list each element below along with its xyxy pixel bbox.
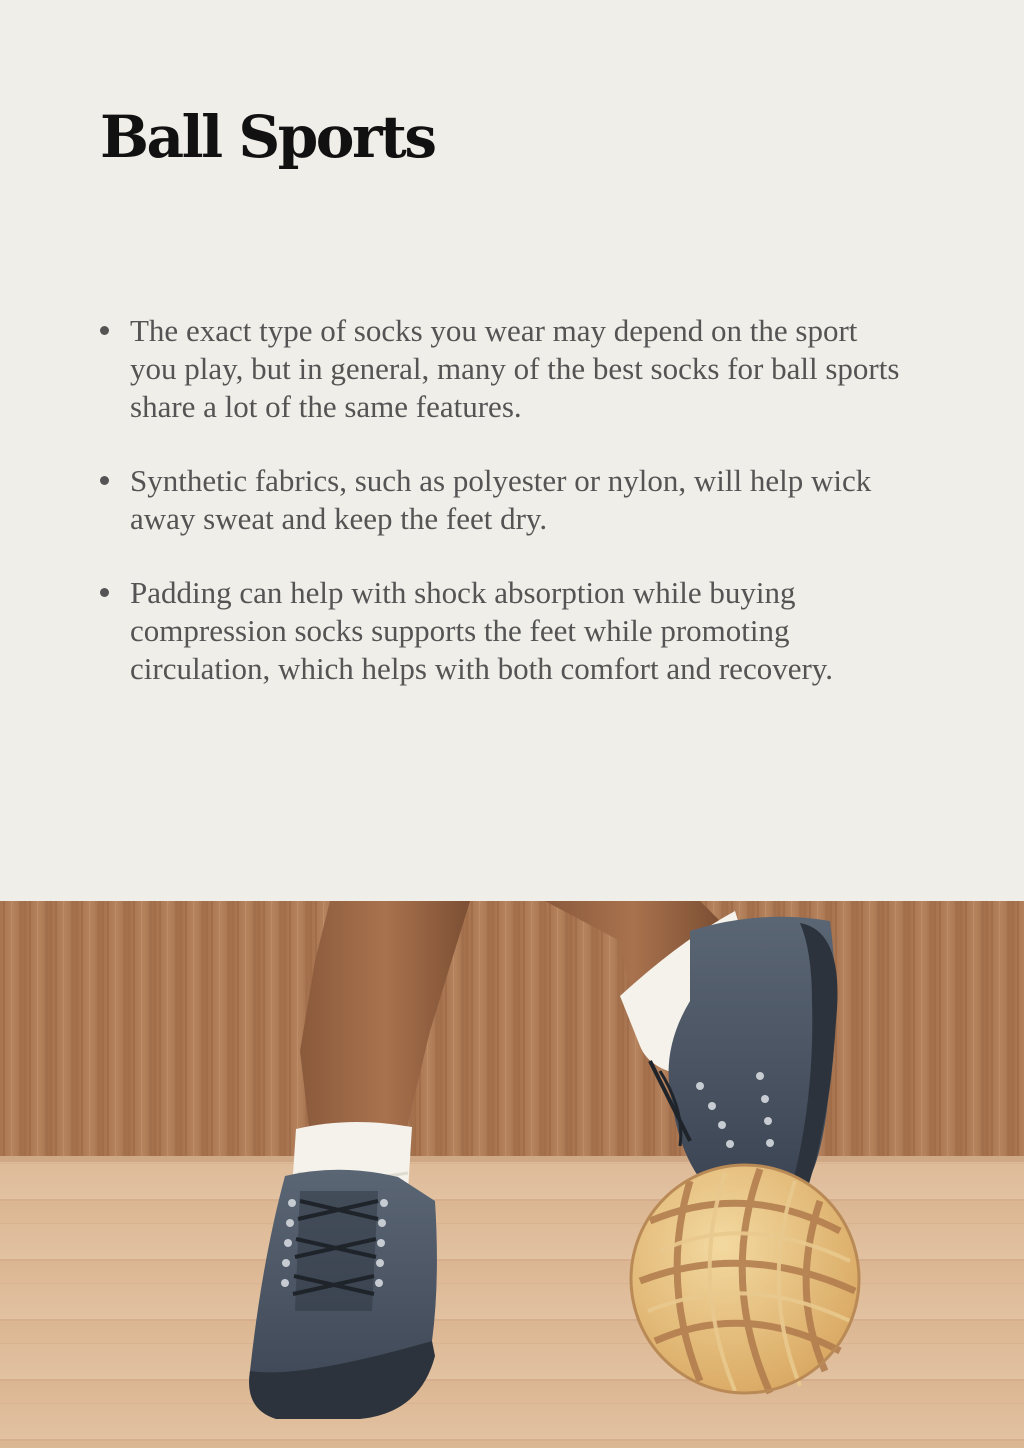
bullet-icon	[100, 588, 109, 597]
bullet-icon	[100, 326, 109, 335]
bullet-icon	[100, 476, 109, 485]
list-item	[100, 312, 910, 426]
bullet-text: Padding can help with shock absorption while buying compression socks supports the feet while promoting circulation, which helps with both comfort and recovery.	[130, 575, 834, 686]
bullet-list	[100, 312, 910, 724]
bullet-text: The exact type of socks you wear may depend on the sport you play, but in general, many of the best socks for ball sports share a lot of the same features.	[130, 313, 900, 424]
list-item	[100, 462, 910, 538]
page-title: Ball Sports	[100, 103, 435, 171]
bullet-text: Synthetic fabrics, such as polyester or nylon, will help wick away sweat and keep the feet dry.	[130, 463, 872, 536]
list-item	[100, 574, 910, 688]
sport-photo	[0, 901, 1024, 1448]
